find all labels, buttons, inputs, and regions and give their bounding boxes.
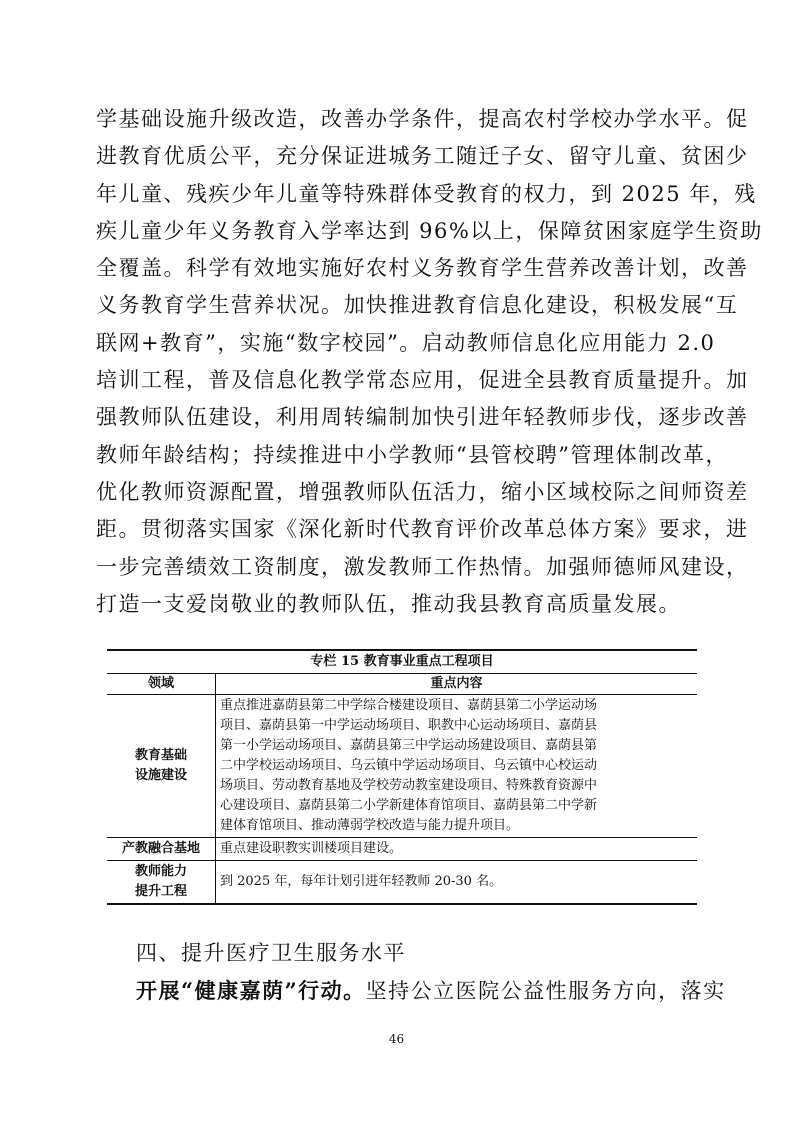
paragraph-line: 联网+教育”，实施“数字校园”。启动教师信息化应用能力 2.0 xyxy=(96,330,716,355)
final-line-regular: 坚持公立医院公益性服务方向，落实 xyxy=(365,979,726,1003)
content-line: 建体育馆项目、推动薄弱学校改造与能力提升项目。 xyxy=(220,818,520,833)
header-content: 重点内容 xyxy=(216,674,698,695)
content-line: 场项目、劳动教育基地及学校劳动教室建设项目、特殊教育资源中 xyxy=(220,778,598,793)
content-line: 第一小学运动场项目、嘉荫县第三中学运动场建设项目、嘉荫县第 xyxy=(220,738,598,753)
paragraph-line: 一步完善绩效工资制度，激发教师工作热情。加强师德师风建设， xyxy=(96,554,749,579)
table-cell-content xyxy=(216,838,698,861)
table-cell-content xyxy=(216,695,698,838)
content-line: 二中学校运动场项目、乌云镇中学运动场项目、乌云镇中心校运动 xyxy=(220,758,598,773)
paragraph-line: 距。贯彻落实国家《深化新时代教育评价改革总体方案》要求，进 xyxy=(96,517,749,542)
field-line: 教育基础 xyxy=(134,748,187,763)
final-line xyxy=(136,975,726,1005)
body-paragraph xyxy=(96,101,763,623)
header-field: 领域 xyxy=(107,674,216,695)
paragraph-line: 全覆盖。科学有效地实施好农村义务教育学生营养改善计划，改善 xyxy=(96,256,749,281)
table-caption: 专栏 15 教育事业重点工程项目 xyxy=(310,654,494,669)
paragraph-line: 打造一支爱岗敬业的教师队伍，推动我县教育高质量发展。 xyxy=(96,591,681,616)
table-row xyxy=(107,861,697,905)
paragraph-line: 学基础设施升级改造，改善办学条件，提高农村学校办学水平。促 xyxy=(96,107,749,131)
paragraph-line: 优化教师资源配置，增强教师队伍活力，缩小区域校际之间师资差 xyxy=(96,479,749,504)
final-line-bold: 开展“健康嘉荫”行动。 xyxy=(136,978,366,1003)
table-cell-field xyxy=(107,695,216,838)
content-line: 到 2025 年，每年计划引进年轻教师 20-30 名。 xyxy=(220,874,503,889)
paragraph-line: 年儿童、残疾少年儿童等特殊群体受教育的权力，到 2025 年，残 xyxy=(96,181,757,206)
paragraph-line: 义务教育学生营养状况。加快推进教育信息化建设，积极发展“互 xyxy=(96,293,739,318)
content-line: 项目、嘉荫县第一中学运动场项目、职教中心运动场项目、嘉荫县 xyxy=(220,718,598,733)
project-table xyxy=(107,649,697,905)
field-line: 产教融合基地 xyxy=(121,841,200,856)
field-line: 提升工程 xyxy=(134,884,187,899)
table-row xyxy=(107,695,697,838)
field-line: 设施建设 xyxy=(134,768,187,783)
table-cell-field xyxy=(107,861,216,905)
content-line: 重点推进嘉荫县第二中学综合楼建设项目、嘉荫县第二小学运动场 xyxy=(220,698,598,713)
table-header-row xyxy=(107,674,697,695)
paragraph-line: 强教师队伍建设，利用周转编制加快引进年轻教师步伐，逐步改善 xyxy=(96,405,749,430)
paragraph-line: 进教育优质公平，充分保证进城务工随迁子女、留守儿童、贫困少 xyxy=(96,144,749,169)
paragraph-line: 培训工程，普及信息化教学常态应用，促进全县教育质量提升。加 xyxy=(96,368,749,393)
section-heading: 四、提升医疗卫生服务水平 xyxy=(136,941,406,965)
content-line: 重点建设职教实训楼项目建设。 xyxy=(220,841,403,856)
table-row xyxy=(107,838,697,861)
paragraph-line: 疾儿童少年义务教育入学率达到 96%以上，保障贫困家庭学生资助 xyxy=(96,218,763,243)
table-cell-content xyxy=(216,861,698,905)
paragraph-line: 教师年龄结构；持续推进中小学教师“县管校聘”管理体制改革， xyxy=(96,442,728,467)
field-line: 教师能力 xyxy=(134,864,187,879)
table-cell-field xyxy=(107,838,216,861)
page-number: 46 xyxy=(388,1032,405,1046)
content-line: 心建设项目、嘉荫县第二小学新建体育馆项目、嘉荫县第二中学新 xyxy=(220,798,598,813)
